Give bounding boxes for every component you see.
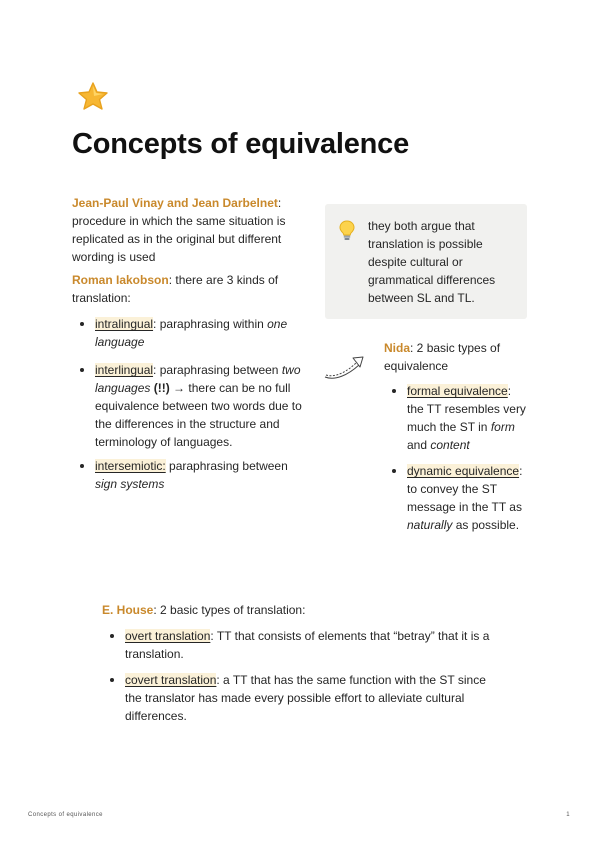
intersemiotic-term: intersemiotic: bbox=[95, 459, 166, 473]
item-italic: form bbox=[490, 420, 515, 434]
callout-box bbox=[325, 204, 527, 319]
house-section bbox=[102, 601, 502, 725]
house-paragraph bbox=[102, 601, 502, 619]
iakobson-text: : there are 3 kinds of translation: bbox=[72, 273, 279, 305]
iakobson-name: Roman Iakobson bbox=[72, 273, 169, 287]
item-text: : a TT that has the same function with the ST since the translator has made every possible effort to alleviate cultural differences. bbox=[125, 673, 486, 723]
vinay-text: : procedure in which the same situation is replicated as in the original but different wording is used bbox=[72, 196, 286, 264]
star-icon bbox=[77, 81, 109, 111]
item-text: paraphrasing between bbox=[165, 459, 288, 473]
list-item bbox=[384, 382, 530, 454]
house-name: E. House bbox=[102, 603, 154, 617]
list-item bbox=[384, 462, 530, 534]
list-item bbox=[72, 457, 304, 493]
item-text: : paraphrasing between bbox=[153, 363, 282, 377]
page-number: 1 bbox=[566, 812, 570, 818]
item-text: : paraphrasing within bbox=[153, 317, 268, 331]
item-text: as possible. bbox=[452, 518, 520, 532]
list-item bbox=[72, 315, 304, 351]
house-text: : 2 basic types of translation: bbox=[153, 603, 306, 617]
formal-equivalence-term: formal equivalence bbox=[407, 384, 508, 398]
item-italic: naturally bbox=[407, 518, 453, 532]
item-italic: two languages bbox=[95, 363, 301, 395]
nida-name: Nida bbox=[384, 341, 411, 355]
page-title: Concepts of equivalence bbox=[72, 128, 410, 160]
covert-translation-term: covert translation bbox=[125, 673, 217, 687]
item-text: : TT that consists of elements that “betray” that it is a translation. bbox=[125, 629, 490, 661]
item-bold: (!!) bbox=[150, 381, 170, 395]
nida-text: : 2 basic types of equivalence bbox=[384, 341, 501, 373]
list-item bbox=[72, 361, 304, 451]
footer-title: Concepts of equivalence bbox=[28, 812, 103, 818]
item-text: → there can be no full equivalence between two words due to the differences in the structure and terminology of languages. bbox=[95, 381, 302, 449]
vinay-name: Jean-Paul Vinay and Jean Darbelnet bbox=[72, 196, 278, 210]
item-italic: one language bbox=[95, 317, 288, 349]
item-italic: sign systems bbox=[95, 477, 165, 491]
callout-text: they both argue that translation is possible despite cultural or grammatical differences between SL and TL. bbox=[368, 219, 496, 305]
item-italic: content bbox=[430, 438, 470, 452]
iakobson-paragraph bbox=[72, 271, 304, 307]
dynamic-equivalence-term: dynamic equivalence bbox=[407, 464, 520, 478]
item-text: : the TT resembles very much the ST in bbox=[407, 384, 526, 434]
vinay-paragraph bbox=[72, 194, 304, 266]
interlingual-term: interlingual bbox=[95, 363, 154, 377]
item-text: : to convey the ST message in the TT as bbox=[407, 464, 523, 514]
nida-section bbox=[384, 339, 530, 534]
intralingual-term: intralingual bbox=[95, 317, 154, 331]
left-column bbox=[72, 194, 304, 493]
list-item bbox=[102, 627, 492, 663]
item-text: and bbox=[407, 438, 431, 452]
overt-translation-term: overt translation bbox=[125, 629, 211, 643]
arrow-icon bbox=[323, 354, 367, 382]
lightbulb-icon bbox=[339, 220, 355, 242]
nida-paragraph bbox=[384, 339, 530, 375]
list-item bbox=[102, 671, 492, 725]
